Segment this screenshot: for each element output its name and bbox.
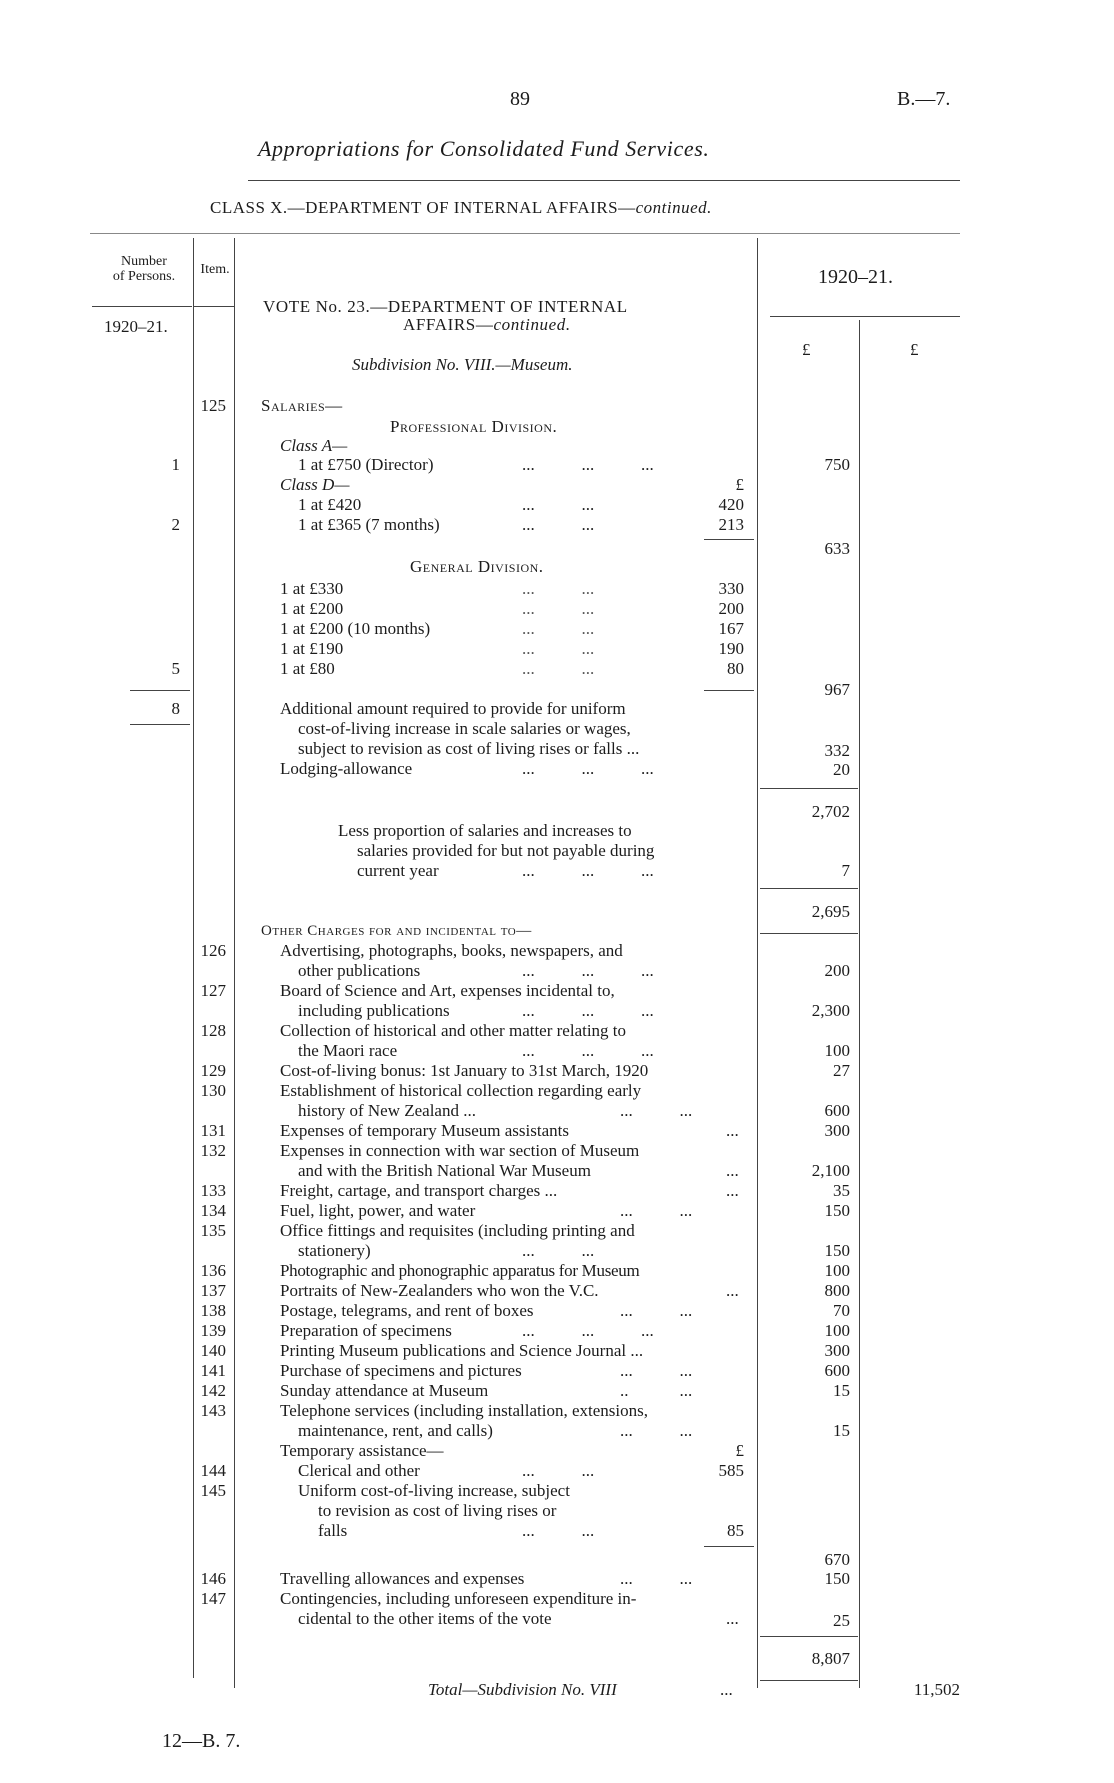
item-number: 129 bbox=[200, 1061, 226, 1080]
item-description-line: including publications bbox=[298, 1001, 450, 1020]
item-description-line: Expenses in connection with war section of Museum bbox=[280, 1141, 640, 1160]
general-row-dots: ... ... bbox=[522, 599, 595, 618]
item-description-line: Establishment of historical collection regarding early bbox=[280, 1081, 642, 1100]
page-title: Appropriations for Consolidated Fund Services. bbox=[258, 136, 710, 161]
class-d-row2-dots: ... ... bbox=[522, 515, 595, 534]
item-number: 139 bbox=[200, 1321, 226, 1340]
item-amount: 300 bbox=[824, 1341, 850, 1360]
item-dots: ... ... bbox=[620, 1201, 693, 1220]
contingencies-dots: ... bbox=[726, 1609, 739, 1628]
item-description-line: other publications bbox=[298, 961, 421, 980]
item-number: 134 bbox=[200, 1201, 226, 1220]
item-description-line: Advertising, photographs, books, newspapers, and bbox=[280, 941, 623, 960]
item-number-144: 144 bbox=[200, 1461, 226, 1480]
item-description-line: Portraits of New-Zealanders who won the V.C. bbox=[280, 1281, 599, 1300]
temporary-subtotal-rule bbox=[704, 1546, 754, 1547]
class-heading-main: CLASS X.—DEPARTMENT OF INTERNAL AFFAIRS— bbox=[210, 198, 636, 217]
salaries-net-rule bbox=[760, 888, 858, 889]
other-charges-total: 8,807 bbox=[811, 1649, 850, 1668]
page-number: 89 bbox=[510, 88, 530, 110]
class-d-row1-value: 420 bbox=[718, 495, 744, 514]
temporary-assistance-total: 670 bbox=[824, 1550, 850, 1569]
persons-year: 1920–21. bbox=[104, 317, 168, 336]
general-row-value: 80 bbox=[727, 659, 744, 678]
item-header-rule bbox=[194, 306, 234, 307]
item-number-147: 147 bbox=[200, 1589, 226, 1608]
subdivision-total-dots: ... bbox=[720, 1680, 733, 1699]
item-description-line: Printing Museum publications and Science Journal ... bbox=[280, 1341, 644, 1360]
general-row-dots: ... ... bbox=[522, 659, 595, 678]
less-proportion-amount: 7 bbox=[841, 861, 850, 880]
year-rule bbox=[770, 316, 960, 317]
item-number: 136 bbox=[200, 1261, 226, 1280]
item-dots: ... bbox=[726, 1161, 739, 1180]
item-number: 140 bbox=[200, 1341, 226, 1360]
item-dots: ... ... bbox=[620, 1301, 693, 1320]
title-rule bbox=[248, 180, 960, 181]
item-amount: 100 bbox=[824, 1041, 850, 1060]
travelling-label: Travelling allowances and expenses bbox=[280, 1569, 525, 1588]
less-proportion-line3: current year bbox=[357, 861, 439, 880]
class-heading-continued: continued. bbox=[635, 198, 712, 217]
column-divider-amounts bbox=[859, 320, 860, 1688]
item-number: 137 bbox=[200, 1281, 226, 1300]
additional-amount-line2: cost-of-living increase in scale salaries or wages, bbox=[298, 719, 631, 738]
vote-heading-line1: VOTE No. 23.—DEPARTMENT OF INTERNAL bbox=[263, 297, 628, 316]
uniform-increase-line2: to revision as cost of living rises or bbox=[318, 1501, 557, 1520]
item-amount: 300 bbox=[824, 1121, 850, 1140]
item-amount: 150 bbox=[824, 1201, 850, 1220]
item-description-line: Freight, cartage, and transport charges ... bbox=[280, 1181, 558, 1200]
persons-header-rule bbox=[92, 306, 192, 307]
lodging-allowance-label: Lodging-allowance bbox=[280, 759, 413, 778]
item-number: 126 bbox=[200, 941, 226, 960]
general-subtotal-rule bbox=[704, 690, 754, 691]
persons-header-line1: Number bbox=[121, 254, 167, 269]
item-dots: ... bbox=[726, 1181, 739, 1200]
item-dots: ... ... ... bbox=[522, 1001, 654, 1020]
contingencies-line1: Contingencies, including unforeseen expenditure in- bbox=[280, 1589, 637, 1608]
general-row-label: 1 at £190 bbox=[280, 639, 344, 658]
item-description-line: stationery) bbox=[298, 1241, 371, 1260]
uniform-increase-value: 85 bbox=[727, 1521, 744, 1540]
item-number: 130 bbox=[200, 1081, 226, 1100]
less-proportion-line2: salaries provided for but not payable during bbox=[357, 841, 655, 860]
item-description-line: Postage, telegrams, and rent of boxes bbox=[280, 1301, 534, 1320]
item-description-line: Board of Science and Art, expenses incidental to, bbox=[280, 981, 615, 1000]
salaries-net-total: 2,695 bbox=[811, 902, 850, 921]
item-header: Item. bbox=[200, 262, 230, 277]
class-d-pound: £ bbox=[735, 475, 744, 494]
item-amount: 70 bbox=[833, 1301, 850, 1320]
pound-column-b: £ bbox=[910, 340, 919, 359]
item-description-line: Expenses of temporary Museum assistants bbox=[280, 1121, 569, 1140]
item-amount: 600 bbox=[824, 1361, 850, 1380]
item-number: 127 bbox=[200, 981, 226, 1000]
less-proportion-dots: ... ... ... bbox=[522, 861, 654, 880]
item-number: 135 bbox=[200, 1221, 226, 1240]
item-amount: 2,300 bbox=[811, 1001, 850, 1020]
item-dots: ... ... bbox=[620, 1421, 693, 1440]
class-d-total: 633 bbox=[824, 539, 850, 558]
persons-total-rule bbox=[130, 690, 190, 691]
item-description-line: Telephone services (including installation, extensions, bbox=[280, 1401, 648, 1420]
item-dots: .. ... bbox=[620, 1381, 693, 1400]
travelling-amount: 150 bbox=[824, 1569, 850, 1588]
temporary-assistance-heading: Temporary assistance— bbox=[280, 1441, 444, 1460]
general-division-total: 967 bbox=[824, 680, 850, 699]
class-d-persons: 2 bbox=[171, 515, 180, 534]
other-charges-heading: Other Charges for and incidental to— bbox=[261, 923, 532, 939]
item-description-line: Photographic and phonographic apparatus for Museum bbox=[280, 1261, 640, 1280]
lodging-allowance-amount: 20 bbox=[833, 760, 850, 779]
persons-header-line2: of Persons. bbox=[112, 269, 176, 284]
column-divider-item bbox=[234, 238, 235, 1688]
item-amount: 100 bbox=[824, 1321, 850, 1340]
subdivision-total-amount: 11,502 bbox=[913, 1680, 960, 1699]
uniform-increase-line3: falls bbox=[318, 1521, 348, 1540]
class-d-subtotal-rule bbox=[704, 539, 754, 540]
item-description-line: Preparation of specimens bbox=[280, 1321, 452, 1340]
clerical-dots: ... ... bbox=[522, 1461, 595, 1480]
class-d-row1-label: 1 at £420 bbox=[298, 495, 362, 514]
other-charges-total-under-rule bbox=[760, 1680, 858, 1681]
travelling-dots: ... ... bbox=[620, 1569, 693, 1588]
item-dots: ... bbox=[726, 1121, 739, 1140]
salaries-heading: Salaries— bbox=[261, 396, 343, 415]
column-divider-description bbox=[757, 238, 758, 1688]
general-division-heading: General Division. bbox=[410, 557, 544, 576]
item-amount: 200 bbox=[824, 961, 850, 980]
contingencies-line2: cidental to the other items of the vote bbox=[298, 1609, 552, 1628]
general-row-label: 1 at £200 (10 months) bbox=[280, 619, 431, 638]
item-number: 133 bbox=[200, 1181, 226, 1200]
item-dots: ... ... bbox=[620, 1361, 693, 1380]
item-number-145: 145 bbox=[200, 1481, 226, 1500]
class-a-label: Class A— bbox=[280, 436, 348, 455]
additional-amount-line3: subject to revision as cost of living rises or falls ... bbox=[298, 739, 640, 758]
general-row-label: 1 at £80 bbox=[280, 659, 335, 678]
item-dots: ... ... ... bbox=[522, 1041, 654, 1060]
item-amount: 800 bbox=[824, 1281, 850, 1300]
item-amount: 15 bbox=[833, 1421, 850, 1440]
item-number: 141 bbox=[200, 1361, 226, 1380]
class-rule bbox=[90, 233, 960, 234]
report-reference: B.—7. bbox=[897, 88, 951, 110]
item-amount: 600 bbox=[824, 1101, 850, 1120]
item-description-line: Purchase of specimens and pictures bbox=[280, 1361, 522, 1380]
salaries-subtotal: 2,702 bbox=[811, 802, 850, 821]
class-d-row2-value: 213 bbox=[718, 515, 744, 534]
director-dots: ... ... ... bbox=[522, 455, 654, 474]
item-number: 131 bbox=[200, 1121, 226, 1140]
professional-division-heading: Professional Division. bbox=[390, 417, 558, 436]
item-number: 143 bbox=[200, 1401, 226, 1420]
class-d-row2-label: 1 at £365 (7 months) bbox=[298, 515, 440, 534]
total-persons: 8 bbox=[171, 699, 180, 718]
less-proportion-line1: Less proportion of salaries and increases to bbox=[338, 821, 632, 840]
uniform-increase-dots: ... ... bbox=[522, 1521, 595, 1540]
item-amount: 27 bbox=[833, 1061, 850, 1080]
item-amount: 100 bbox=[824, 1261, 850, 1280]
general-row-dots: ... ... bbox=[522, 579, 595, 598]
lodging-allowance-dots: ... ... ... bbox=[522, 759, 654, 778]
item-dots: ... bbox=[726, 1281, 739, 1300]
item-number-146: 146 bbox=[200, 1569, 226, 1588]
item-dots: ... ... bbox=[522, 1241, 595, 1260]
item-number: 132 bbox=[200, 1141, 226, 1160]
subdivision-total-label: Total—Subdivision No. VIII bbox=[428, 1680, 617, 1699]
additional-amount-line1: Additional amount required to provide for uniform bbox=[280, 699, 626, 718]
general-row-value: 200 bbox=[718, 599, 744, 618]
vote-heading-continued: continued. bbox=[493, 315, 571, 334]
amounts-year: 1920–21. bbox=[818, 266, 893, 288]
salaries-subtotal-rule bbox=[760, 788, 858, 789]
persons-header bbox=[98, 254, 190, 284]
item-description-line: maintenance, rent, and calls) bbox=[298, 1421, 493, 1440]
clerical-value: 585 bbox=[718, 1461, 744, 1480]
contingencies-amount: 25 bbox=[833, 1611, 850, 1630]
director-label: 1 at £750 (Director) bbox=[298, 455, 434, 474]
item-number: 128 bbox=[200, 1021, 226, 1040]
footer-signature: 12—B. 7. bbox=[162, 1730, 241, 1752]
subdivision-heading: Subdivision No. VIII.—Museum. bbox=[352, 355, 573, 374]
item-dots: ... ... ... bbox=[522, 1321, 654, 1340]
additional-amount: 332 bbox=[824, 741, 850, 760]
item-amount: 2,100 bbox=[811, 1161, 850, 1180]
item-dots: ... ... bbox=[620, 1101, 693, 1120]
class-d-label: Class D— bbox=[280, 475, 350, 494]
general-division-persons: 5 bbox=[171, 659, 180, 678]
general-row-label: 1 at £200 bbox=[280, 599, 344, 618]
persons-total-under-rule bbox=[130, 724, 190, 725]
item-description-line: Office fittings and requisites (including printing and bbox=[280, 1221, 635, 1240]
general-row-value: 190 bbox=[718, 639, 744, 658]
item-number: 142 bbox=[200, 1381, 226, 1400]
salaries-net-under-rule bbox=[760, 933, 858, 934]
item-description-line: Collection of historical and other matter relating to bbox=[280, 1021, 627, 1040]
general-row-dots: ... ... bbox=[522, 639, 595, 658]
class-heading bbox=[210, 198, 712, 218]
item-description-line: history of New Zealand ... bbox=[298, 1101, 476, 1120]
general-row-dots: ... ... bbox=[522, 619, 595, 638]
item-description-line: the Maori race bbox=[298, 1041, 398, 1060]
other-charges-total-rule bbox=[760, 1636, 858, 1637]
vote-heading-line2 bbox=[403, 316, 571, 334]
clerical-label: Clerical and other bbox=[298, 1461, 420, 1480]
item-description-line: and with the British National War Museum bbox=[298, 1161, 591, 1180]
item-description-line: Sunday attendance at Museum bbox=[280, 1381, 489, 1400]
item-number: 138 bbox=[200, 1301, 226, 1320]
class-d-row1-dots: ... ... bbox=[522, 495, 595, 514]
director-persons: 1 bbox=[171, 455, 180, 474]
item-description-line: Fuel, light, power, and water bbox=[280, 1201, 476, 1220]
vote-heading-affairs: AFFAIRS— bbox=[403, 315, 494, 334]
general-row-label: 1 at £330 bbox=[280, 579, 344, 598]
item-amount: 15 bbox=[833, 1381, 850, 1400]
item-dots: ... ... ... bbox=[522, 961, 654, 980]
salaries-item-number: 125 bbox=[200, 396, 226, 415]
item-amount: 35 bbox=[833, 1181, 850, 1200]
general-row-value: 330 bbox=[718, 579, 744, 598]
temporary-assistance-pound: £ bbox=[735, 1441, 744, 1460]
uniform-increase-line1: Uniform cost-of-living increase, subject bbox=[298, 1481, 570, 1500]
item-amount: 150 bbox=[824, 1241, 850, 1260]
general-row-value: 167 bbox=[718, 619, 744, 638]
pound-column-a: £ bbox=[802, 340, 811, 359]
item-description-line: Cost-of-living bonus: 1st January to 31st March, 1920 bbox=[280, 1061, 649, 1080]
director-amount: 750 bbox=[824, 455, 850, 474]
